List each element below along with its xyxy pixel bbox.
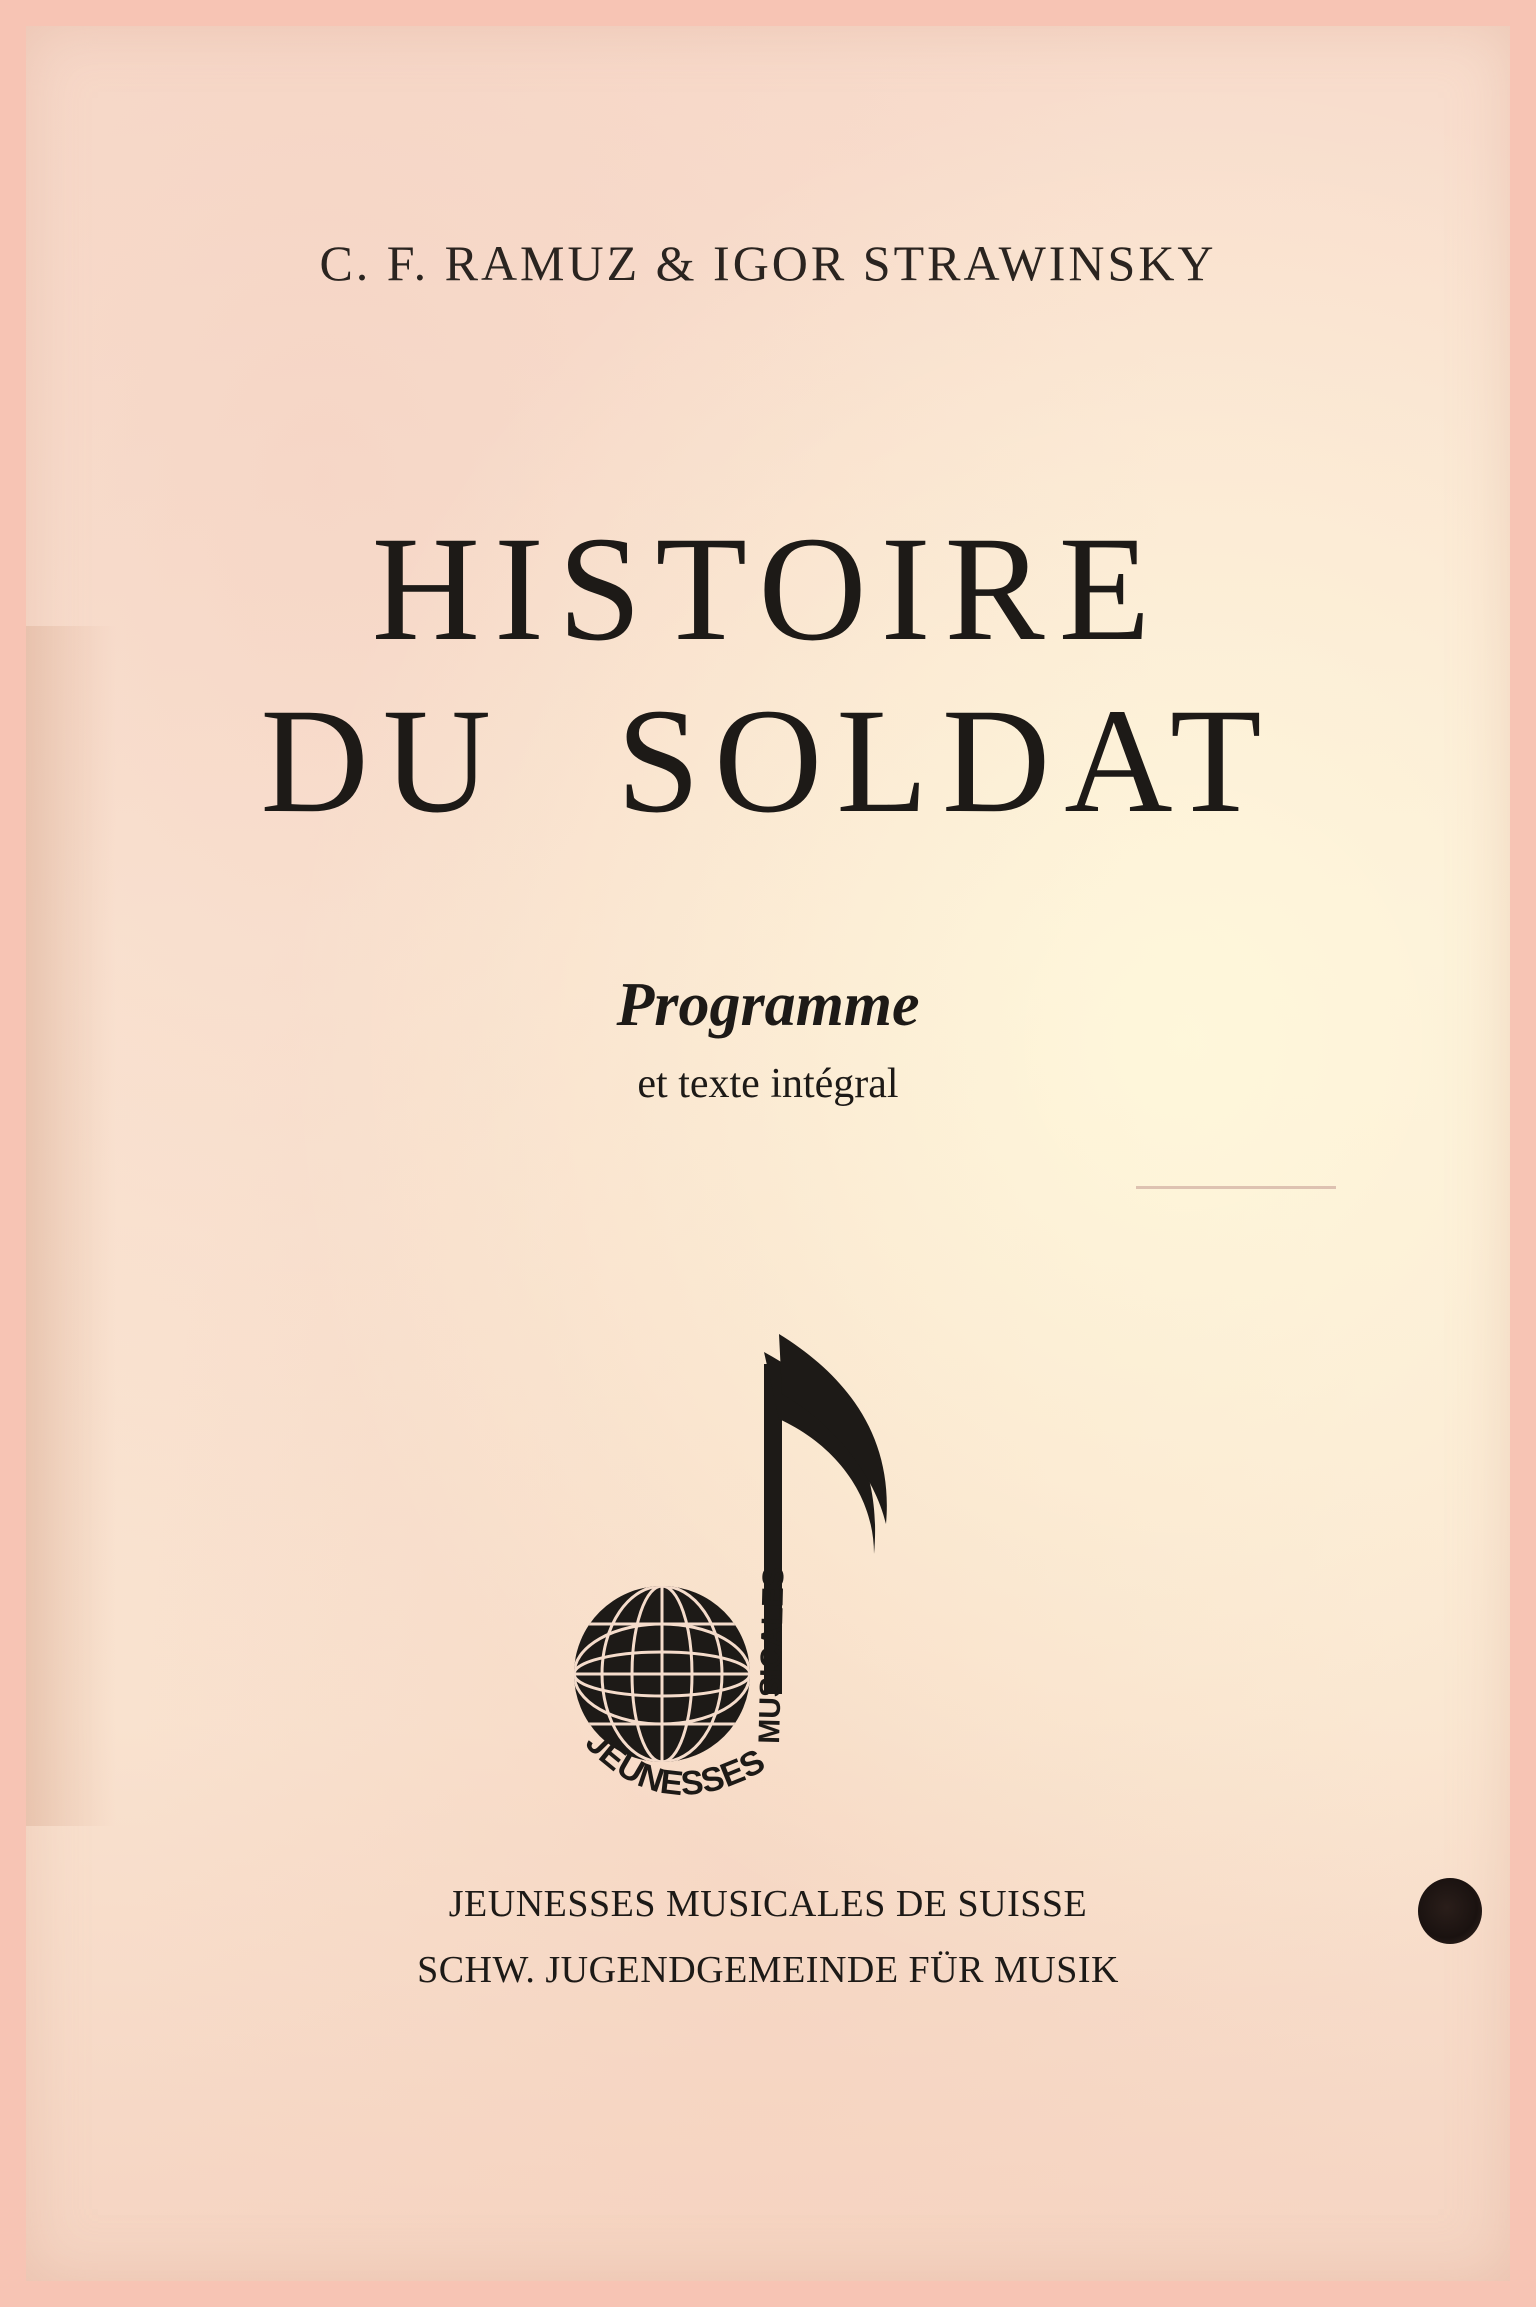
publisher-line-1: JEUNESSES MUSICALES DE SUISSE: [448, 1883, 1088, 1925]
music-note-globe-icon: [574, 1324, 904, 1864]
subtitle-secondary: et texte intégral: [637, 1061, 899, 1107]
title-line-1: HISTOIRE: [371, 506, 1165, 672]
logo-text-jeunesses: JEUNESSES: [578, 1723, 772, 1804]
publisher-line-2: SCHW. JUGENDGEMEINDE FÜR MUSIK: [417, 1949, 1119, 1991]
paper-scratch: [1136, 1186, 1336, 1189]
authors-line: C. F. RAMUZ & IGOR STRAWINSKY: [319, 235, 1217, 291]
book-cover: [26, 26, 1510, 2281]
logo-text-musicales: MUSICALES: [753, 1566, 791, 1745]
subtitle: Programme: [616, 971, 920, 1039]
punch-hole: [1418, 1878, 1482, 1944]
title-line-2: DU SOLDAT: [260, 678, 1276, 844]
